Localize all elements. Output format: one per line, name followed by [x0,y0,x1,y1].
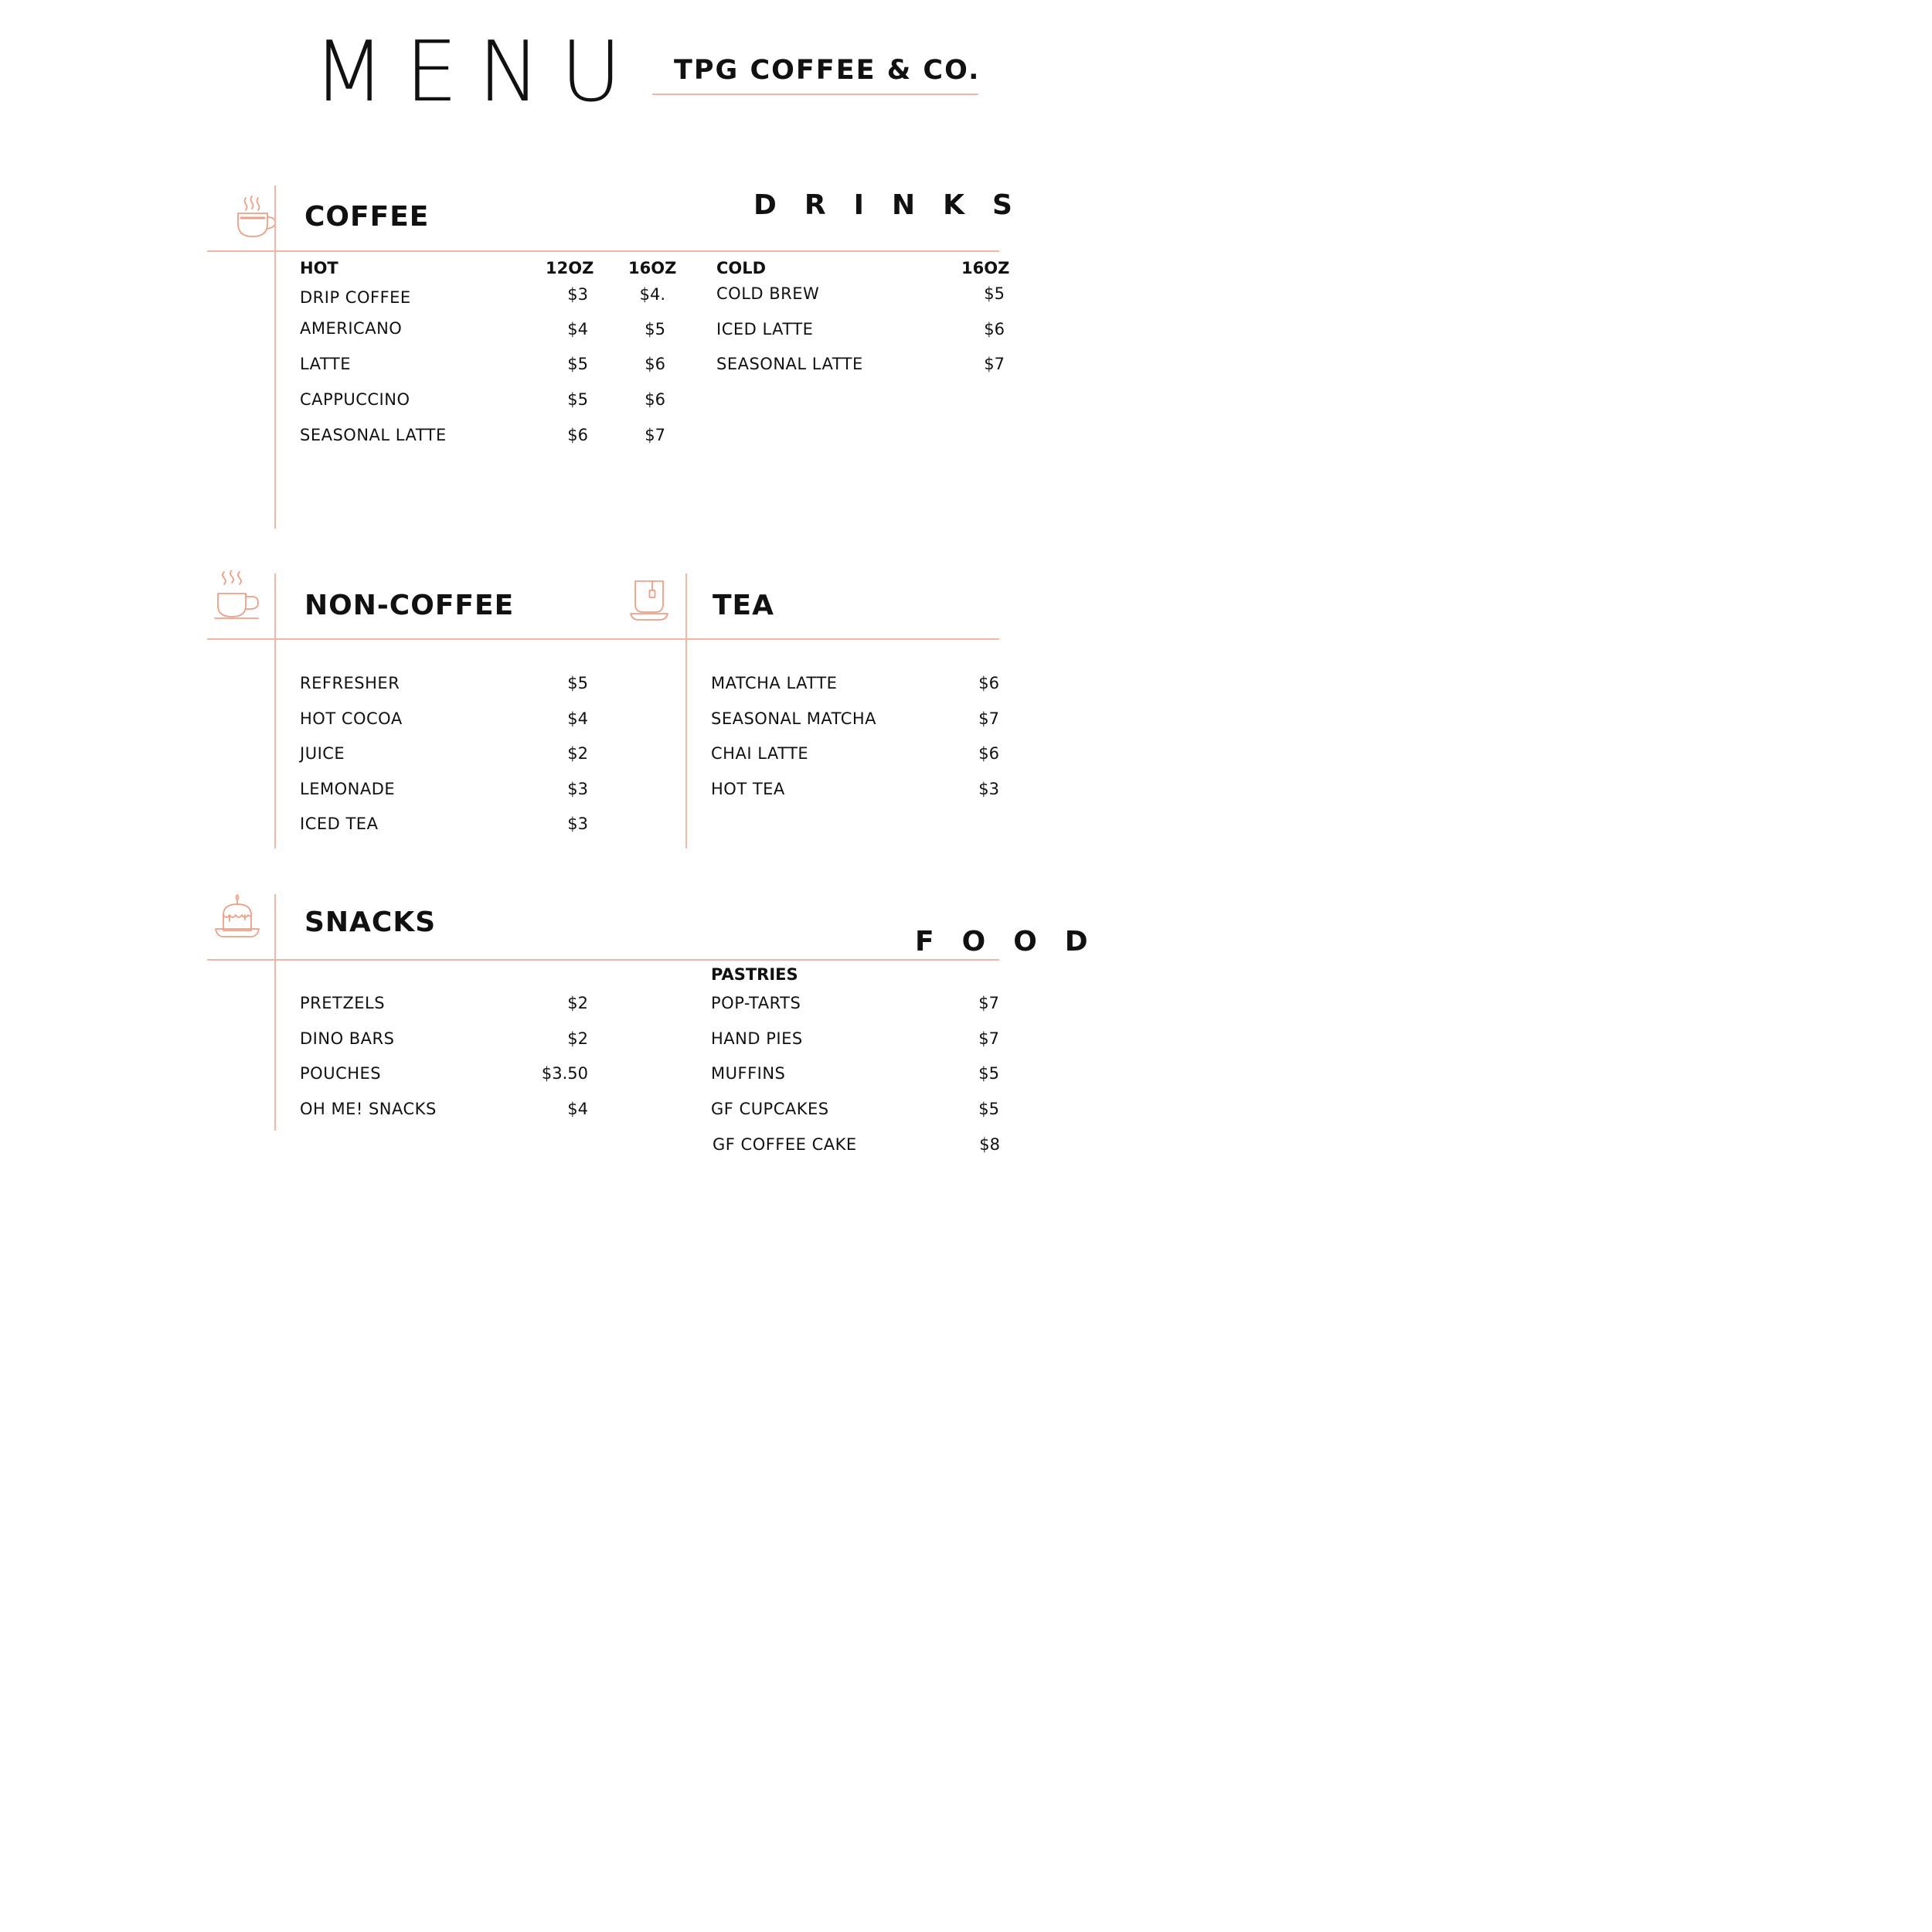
price: $4 [567,1100,588,1118]
list-item: POUCHES [300,1064,382,1083]
price: $6 [978,744,999,763]
list-item: COLD BREW [716,284,820,303]
list-item: LEMONADE [300,780,396,798]
price-16oz: $7 [645,426,665,444]
hot-header: HOT [300,259,338,277]
list-item: DINO BARS [300,1029,395,1048]
price: $5 [978,1064,999,1083]
snacks-divider-vertical [274,894,276,1131]
list-item: CHAI LATTE [711,744,809,763]
tea-cup-icon [629,580,669,623]
list-item: GF COFFEE CAKE [713,1135,857,1154]
price-12oz: $5 [567,355,588,373]
price: $7 [978,1029,999,1048]
cold-header: COLD [716,259,767,277]
list-item: POP-TARTS [711,994,801,1012]
food-divider-horizontal [207,959,999,961]
non-coffee-title: NON-COFFEE [304,590,515,621]
list-item: PRETZELS [300,994,386,1012]
list-item: REFRESHER [300,674,400,692]
tea-divider-vertical [685,573,687,849]
brand-name: TPG COFFEE & CO. [674,55,981,86]
price: $3 [978,780,999,798]
list-item: HAND PIES [711,1029,803,1048]
price-12oz: $6 [567,426,588,444]
price: $6 [984,320,1005,338]
price: $7 [984,355,1005,373]
price: $3 [567,815,588,833]
list-item: DRIP COFFEE [300,288,411,307]
price: $2 [567,994,588,1012]
price-16oz: $5 [645,320,665,338]
list-item: OH ME! SNACKS [300,1100,437,1118]
menu-title: MENU [313,24,642,121]
food-label: FOOD [915,926,1116,957]
list-item: SEASONAL LATTE [300,426,447,444]
list-item: ICED LATTE [716,320,814,338]
list-item: JUICE [300,744,345,763]
list-item: HOT TEA [711,780,785,798]
list-item: SEASONAL MATCHA [711,709,877,728]
price-12oz: $3 [567,285,588,304]
price-12oz: $5 [567,390,588,409]
price: $4 [567,709,588,728]
drinks-label: DRINKS [753,189,1040,221]
coffee-title: COFFEE [304,201,430,233]
coffee-divider-vertical [274,185,276,529]
price-16oz: $4. [639,285,665,304]
pastries-header: PASTRIES [711,965,798,984]
price: $5 [567,674,588,692]
price: $2 [567,1029,588,1048]
price-16oz: $6 [645,355,665,373]
list-item: GF CUPCAKES [711,1100,829,1118]
price: $5 [984,284,1005,303]
price: $3.50 [541,1064,588,1083]
price: $3 [567,780,588,798]
list-item: LATTE [300,355,351,373]
price-12oz: $4 [567,320,588,338]
tea-title: TEA [713,590,775,621]
list-item: CAPPUCCINO [300,390,410,409]
steaming-mug-icon [213,570,261,621]
coffee-divider-horizontal [207,250,999,252]
drinks-divider-horizontal [207,638,999,640]
list-item: MUFFINS [711,1064,786,1083]
price: $5 [978,1100,999,1118]
cold-size-header: 16OZ [961,259,1010,277]
coffee-cup-icon [235,195,277,240]
price: $7 [978,994,999,1012]
size-12oz-header: 12OZ [546,259,594,277]
cake-icon [214,893,260,940]
list-item: SEASONAL LATTE [716,355,863,373]
price: $6 [978,674,999,692]
snacks-title: SNACKS [304,906,437,938]
brand-underline [652,94,978,95]
price: $7 [978,709,999,728]
price: $8 [979,1135,1000,1154]
list-item: MATCHA LATTE [711,674,838,692]
non-coffee-divider-vertical [274,573,276,849]
list-item: AMERICANO [300,319,403,338]
price-16oz: $6 [645,390,665,409]
size-16oz-header: 16OZ [628,259,677,277]
price: $2 [567,744,588,763]
list-item: ICED TEA [300,815,379,833]
list-item: HOT COCOA [300,709,403,728]
